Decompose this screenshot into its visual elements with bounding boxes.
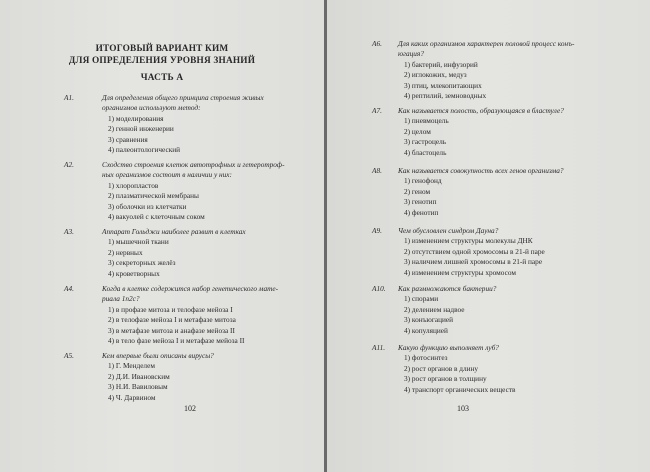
question-text: Чем обусловлен синдром Дауна? bbox=[398, 226, 499, 235]
answer-option: 4) кроветворных bbox=[108, 268, 160, 278]
page-number: 103 bbox=[457, 404, 469, 413]
question-number: A1. bbox=[64, 93, 74, 102]
answer-option: 1) моделирования bbox=[108, 113, 164, 123]
answer-option: 3) оболочки из клетчатки bbox=[108, 201, 187, 211]
question-text: Сходство строения клеток автотрофных и гетеротроф- ных организмов состоит в наличии у них: bbox=[102, 160, 285, 180]
answer-option: 2) делением надвое bbox=[404, 304, 465, 314]
answer-option: 2) Д.И. Ивановским bbox=[108, 371, 170, 381]
answer-option: 1) спорами bbox=[404, 294, 439, 304]
answer-option: 2) плазматической мембраны bbox=[108, 191, 199, 201]
question-number: A3. bbox=[64, 227, 74, 236]
answer-option: 3) генотип bbox=[404, 197, 437, 207]
question-number: A5. bbox=[64, 351, 74, 360]
answer-option: 2) иглокожих, медуз bbox=[404, 70, 467, 80]
answer-option: 3) Н.И. Вавиловым bbox=[108, 382, 168, 392]
question-text: Для определения общего принципа строения живых организмов используют метод: bbox=[102, 93, 264, 113]
answer-option: 2) геном bbox=[404, 186, 431, 196]
answer-option: 1) изменением структуры молекулы ДНК bbox=[404, 236, 533, 246]
question-number: A7. bbox=[372, 106, 382, 115]
answer-option: 1) хлоропластов bbox=[108, 180, 159, 190]
answer-option: 4) транспорт органических веществ bbox=[404, 384, 516, 394]
answer-option: 2) целом bbox=[404, 126, 431, 136]
answer-option: 3) в метафазе митоза и анафазе мейоза II bbox=[108, 325, 235, 335]
answer-option: 3) конъюгацией bbox=[404, 315, 454, 325]
answer-option: 4) в тело фазе мейоза I и метафазе мейоза II bbox=[108, 336, 245, 346]
question-number: A10. bbox=[372, 284, 386, 293]
answer-option: 4) бластоцель bbox=[404, 147, 447, 157]
answer-option: 4) палеонтологический bbox=[108, 145, 181, 155]
answer-option: 2) нервных bbox=[108, 247, 143, 257]
answer-option: 3) сравнения bbox=[108, 134, 148, 144]
answer-option: 3) рост органов в толщину bbox=[404, 374, 487, 384]
question-number: A11. bbox=[372, 343, 386, 352]
part-heading: ЧАСТЬ А bbox=[140, 73, 184, 83]
answer-option: 4) рептилий, земноводных bbox=[404, 91, 487, 101]
answer-option: 4) копуляцией bbox=[404, 325, 448, 335]
answer-option: 1) фотосинтез bbox=[404, 353, 448, 363]
answer-option: 1) пневмоцель bbox=[404, 116, 449, 126]
answer-option: 3) птиц, млекопитающих bbox=[404, 80, 482, 90]
answer-option: 1) генофонд bbox=[404, 176, 442, 186]
question-text: Аппарат Гольджи наиболее развит в клетках bbox=[102, 227, 246, 236]
question-number: A4. bbox=[64, 284, 74, 293]
answer-option: 1) бактерий, инфузорий bbox=[404, 59, 478, 69]
answer-option: 2) рост органов в длину bbox=[404, 363, 479, 373]
answer-option: 1) Г. Менделем bbox=[108, 361, 155, 371]
question-number: A6. bbox=[372, 39, 382, 48]
answer-option: 4) вакуолей с клеточным соком bbox=[108, 212, 205, 222]
question-number: A2. bbox=[64, 160, 74, 169]
answer-option: 2) генной инженерии bbox=[108, 124, 174, 134]
question-text: Кем впервые были описаны вирусы? bbox=[102, 351, 214, 360]
page-number: 102 bbox=[184, 404, 196, 413]
left-page bbox=[0, 0, 324, 472]
answer-option: 3) наличием лишней хромосомы в 21-й паре bbox=[404, 257, 543, 267]
answer-option: 4) изменением структуры хромосом bbox=[404, 267, 516, 277]
answer-option: 4) Ч. Дарвином bbox=[108, 392, 156, 402]
title-line-1: ИТОГОВЫЙ ВАРИАНТ КИМ bbox=[95, 44, 229, 54]
question-text: Когда в клетке содержится набор генетического мате- риала 1n2c? bbox=[102, 284, 279, 304]
answer-option: 3) гастроцель bbox=[404, 137, 447, 147]
question-text: Как называется совокупность всех генов организма? bbox=[398, 166, 564, 175]
answer-option: 1) в профазе митоза и телофазе мейоза I bbox=[108, 304, 233, 314]
answer-option: 4) фенотип bbox=[404, 207, 439, 217]
title-line-2: ДЛЯ ОПРЕДЕЛЕНИЯ УРОВНЯ ЗНАНИЙ bbox=[68, 56, 256, 66]
question-text: Как размножаются бактерии? bbox=[398, 284, 497, 293]
question-text: Какую функцию выполняет луб? bbox=[398, 343, 499, 352]
question-number: A9. bbox=[372, 226, 382, 235]
answer-option: 2) в телофазе мейоза I и метафазе митоза bbox=[108, 315, 236, 325]
question-text: Как называется полость, образующаяся в бластуле? bbox=[398, 106, 564, 115]
question-text: Для каких организмов характерен половой процесс конъ- югация? bbox=[398, 39, 575, 59]
answer-option: 1) мышечной ткани bbox=[108, 237, 169, 247]
question-number: A8. bbox=[372, 166, 382, 175]
answer-option: 3) секреторных желёз bbox=[108, 258, 176, 268]
answer-option: 2) отсутствием одной хромосомы в 21-й паре bbox=[404, 246, 545, 256]
right-page bbox=[327, 0, 650, 472]
